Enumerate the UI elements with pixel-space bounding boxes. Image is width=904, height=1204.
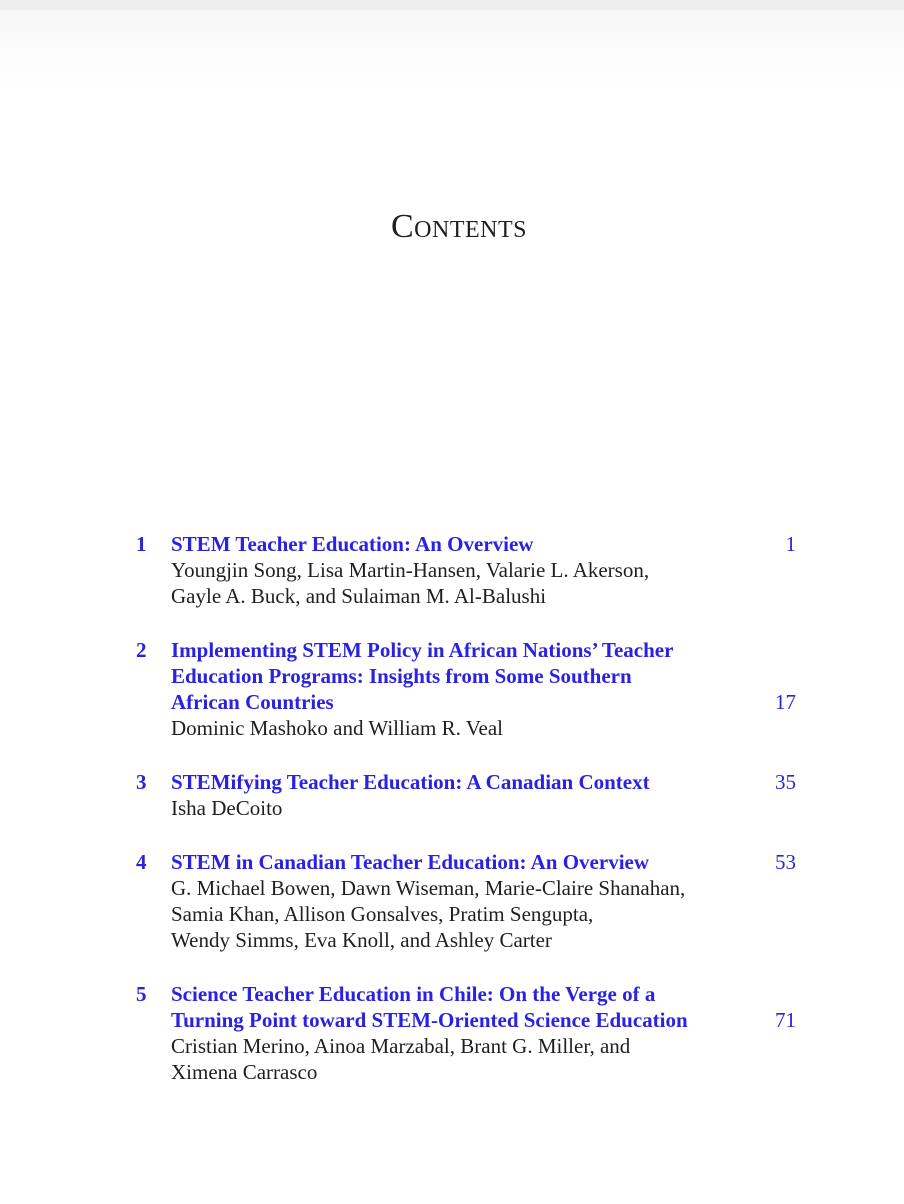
authors-line: G. Michael Bowen, Dawn Wiseman, Marie-Claire Shanahan, (171, 876, 686, 900)
chapter-title-line: STEM in Canadian Teacher Education: An Overview (171, 850, 650, 874)
chapter-title-line: Science Teacher Education in Chile: On the Verge of a (171, 982, 656, 1006)
authors-line: Isha DeCoito (171, 796, 283, 820)
chapter-title-link[interactable] (171, 849, 761, 875)
authors-line: Youngjin Song, Lisa Martin-Hansen, Valarie L. Akerson, (171, 558, 650, 582)
top-bar (0, 0, 904, 10)
authors-line: Wendy Simms, Eva Knoll, and Ashley Carter (171, 928, 552, 952)
toc-entry-1 (0, 531, 904, 609)
toc-entry-4 (0, 849, 904, 953)
top-fade (0, 10, 904, 90)
toc-entry-2 (0, 637, 904, 741)
page-title: Contents (390, 208, 527, 245)
chapter-authors (171, 1033, 761, 1085)
toc-entry-5 (0, 981, 904, 1085)
chapter-title-link[interactable] (171, 981, 761, 1033)
chapter-number: 1 (136, 532, 147, 556)
chapter-authors (171, 875, 761, 953)
authors-line: Cristian Merino, Ainoa Marzabal, Brant G. Miller, and (171, 1034, 631, 1058)
chapter-authors (171, 557, 761, 609)
toc-entry-3 (0, 769, 904, 821)
page-number[interactable]: 17 (775, 690, 796, 714)
page-number[interactable]: 1 (785, 532, 796, 556)
table-of-contents (0, 531, 904, 1113)
authors-line: Samia Khan, Allison Gonsalves, Pratim Sengupta, (171, 902, 594, 926)
page-number[interactable]: 53 (775, 850, 796, 874)
authors-line: Dominic Mashoko and William R. Veal (171, 716, 504, 740)
chapter-number: 3 (136, 770, 147, 794)
chapter-title-link[interactable] (171, 769, 761, 795)
chapter-title-line: Turning Point toward STEM-Oriented Science Education (171, 1008, 688, 1032)
chapter-title-line: STEMifying Teacher Education: A Canadian Context (171, 770, 650, 794)
chapter-number: 5 (136, 982, 147, 1006)
authors-line: Ximena Carrasco (171, 1060, 318, 1084)
chapter-title-line: Implementing STEM Policy in African Nations’ Teacher (171, 638, 674, 662)
chapter-number: 4 (136, 850, 147, 874)
page-number[interactable]: 35 (775, 770, 796, 794)
chapter-title-line: STEM Teacher Education: An Overview (171, 532, 534, 556)
chapter-number: 2 (136, 638, 147, 662)
chapter-title-line: Education Programs: Insights from Some Southern (171, 664, 632, 688)
chapter-authors (171, 795, 761, 821)
chapter-title-line: African Countries (171, 690, 334, 714)
chapter-authors (171, 715, 761, 741)
page-number[interactable]: 71 (775, 1008, 796, 1032)
authors-line: Gayle A. Buck, and Sulaiman M. Al-Balushi (171, 584, 547, 608)
chapter-title-link[interactable] (171, 531, 761, 557)
chapter-title-link[interactable] (171, 637, 761, 715)
